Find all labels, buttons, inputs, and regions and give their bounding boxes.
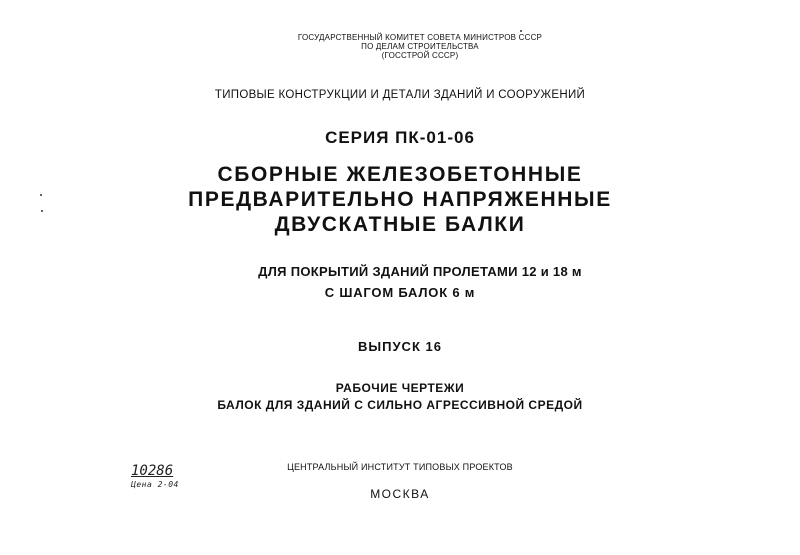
issue-label: ВЫПУСК 16	[358, 339, 442, 354]
scan-speck	[520, 30, 522, 32]
scan-speck	[41, 210, 43, 212]
main-title-line-2: ПРЕДВАРИТЕЛЬНО НАПРЯЖЕННЫЕ	[188, 188, 612, 211]
authority-line-1: ГОСУДАРСТВЕННЫЙ КОМИТЕТ СОВЕТА МИНИСТРОВ СССР	[297, 33, 543, 42]
stamp-number: 10286	[131, 463, 174, 479]
city-name: МОСКВА	[370, 487, 430, 501]
subtitle-line-1: ДЛЯ ПОКРЫТИЙ ЗДАНИЙ ПРОЛЕТАМИ 12 и 18 м	[258, 264, 582, 279]
series-label: СЕРИЯ ПК-01-06	[325, 128, 475, 147]
description-line-2: БАЛОК ДЛЯ ЗДАНИЙ С СИЛЬНО АГРЕССИВНОЙ СРЕДОЙ	[217, 398, 583, 412]
authority-line-3: (ГОССТРОЙ СССР)	[381, 51, 459, 60]
collection-title: ТИПОВЫЕ КОНСТРУКЦИИ И ДЕТАЛИ ЗДАНИЙ И СООРУЖЕНИЙ	[214, 89, 586, 101]
description-line-1: РАБОЧИЕ ЧЕРТЕЖИ	[335, 381, 465, 395]
authority-line-2: ПО ДЕЛАМ СТРОИТЕЛЬСТВА	[361, 42, 479, 51]
main-title-line-3: ДВУСКАТНЫЕ БАЛКИ	[274, 213, 526, 236]
scan-speck	[40, 194, 42, 196]
institute-name: ЦЕНТРАЛЬНЫЙ ИНСТИТУТ ТИПОВЫХ ПРОЕКТОВ	[287, 462, 513, 472]
stamp-price: Цена 2-04	[131, 480, 179, 489]
main-title-line-1: СБОРНЫЕ ЖЕЛЕЗОБЕТОННЫЕ	[217, 163, 583, 186]
catalog-stamp	[131, 463, 179, 489]
subtitle-line-2: С ШАГОМ БАЛОК 6 м	[324, 285, 476, 300]
